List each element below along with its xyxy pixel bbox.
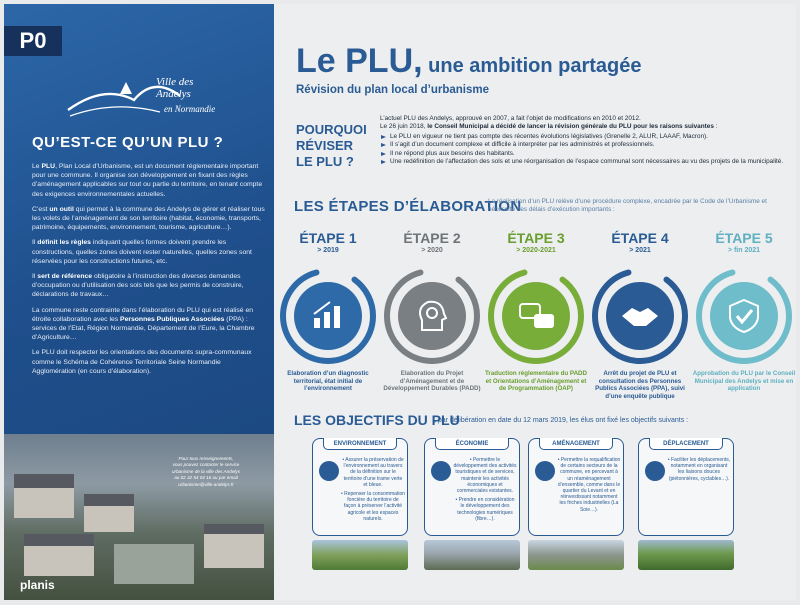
step-5-description: Approbation du PLU par le Conseil Municipal des Andelys et mise en application <box>692 370 796 393</box>
left-panel <box>4 4 274 600</box>
objectifs-heading: LES OBJECTIFS DU PLU <box>294 412 460 428</box>
objectif-photo-2 <box>424 540 520 570</box>
paragraph-outil: C’est un outil qui permet à la commune des Andelys de gérer et réaliser tous les volets de l’aménagement de son territoire (habitat, économie, transports, patrimoine, équipements, environnement, tourisme, agriculture…). <box>32 205 265 232</box>
step-date: > 2020 <box>421 247 443 254</box>
objectif-card-4 <box>638 438 734 536</box>
objectif-card-1 <box>312 438 408 536</box>
right-panel <box>274 4 796 600</box>
card-heading: ÉCONOMIE <box>435 438 509 450</box>
logo-line-2: Andelys <box>156 88 191 100</box>
step-2-ring <box>382 266 482 366</box>
step-3-description: Traduction réglementaire du PADD et Orientations d’Aménagement et de Programmation (OAP) <box>485 370 587 393</box>
step-date: > 2020-2021 <box>516 247 556 254</box>
step-5-ring <box>694 266 794 366</box>
reason-item: Il ne répond plus aux besoins des habitants. <box>380 150 788 158</box>
page-subtitle: Révision du plan local d’urbanisme <box>296 84 489 96</box>
etapes-description: La réalisation d’un PLU relève d’une procédure complexe, encadrée par le Code de l’Urbanisme et nécessite des délais d’exécution importants : <box>488 198 767 214</box>
objectif-photo-1 <box>312 540 408 570</box>
objectifs-subheading: , par délibération en date du 12 mars 2019, les élus ont fixé les objectifs suivants : <box>434 417 689 424</box>
card-heading: AMÉNAGEMENT <box>539 438 613 450</box>
paragraph-definition: Le PLU, Plan Local d’Urbanisme, est un document réglementaire important pour une commune. Il organise son développement en fixant des règles d’aménagement applicables sur tout ou partie du territoire, en tenant compte des exigences environnementales actuelles. <box>32 163 263 198</box>
paragraph-supra: Le PLU doit respecter les orientations des documents supra-communaux comme le Schéma de Cohérence Territoriale Seine Normandie Agglomération (en cours d’élaboration). <box>32 349 252 375</box>
step-date: > fin 2021 <box>727 247 761 254</box>
reasons-list <box>380 133 788 167</box>
objectif-photo-3 <box>528 540 624 570</box>
card-icon <box>319 461 339 481</box>
card-heading: DÉPLACEMENT <box>649 438 723 450</box>
step-1-header <box>278 230 378 254</box>
page-label: P0 <box>4 26 62 56</box>
page-title: Le PLU, une ambition partagée <box>296 42 642 80</box>
step-3-ring <box>486 266 586 366</box>
pourquoi-heading: POURQUOI RÉVISER LE PLU ? <box>296 122 367 169</box>
logo-line-1: Ville des <box>156 76 194 88</box>
step-2-description: Elaboration du Projet d’Aménagement et de Développement Durables (PADD) <box>383 370 481 393</box>
paragraph-ppa: La commune reste contrainte dans l’élaboration du PLU qui est réalisé en étroite collaboration avec les Personnes Publiques Associées (PPA) : services de l’Etat, Région Normandie, Département de l’Eure, la Chambre d’Agriculture… <box>32 306 255 342</box>
reason-item: Une redéfinition de l’affectation des sols et une réorganisation de l’espace communal sont nécessaires au vu des projets de la municipalité. <box>380 158 788 166</box>
city-logo-icon <box>64 66 244 126</box>
step-3-header <box>486 230 586 254</box>
card-text: • Assurer la préservation de l’environnement au travers de la définition sur le territoire d’une trame verte et bleue. • Repenser la consommation foncière du territoire de façon à préserver l’activité agricole et les espaces naturels. <box>341 457 406 522</box>
paragraph-regles: Il définit les règles indiquant quelles formes doivent prendre les constructions, quelles zones doivent rester naturelles, quelles zones sont réservées pour les constructions futures, etc. <box>32 239 252 265</box>
step-title: ÉTAPE 4 <box>611 230 669 246</box>
contact-info: Pour tous renseignements, vous pouvez contacter le service urbanisme de la ville des Andelys au 02 32 54 04 16 ou par email urbanisme@ville-andelys.fr <box>171 456 240 487</box>
logo-line-3: en Normandie <box>164 104 216 114</box>
left-body <box>32 162 266 382</box>
paragraph-reference: Il sert de référence obligatoire à l’instruction des diverses demandes d’occupation ou d’utilisation des sols tels que les permis de construire, déclarations de travaux… <box>32 273 244 299</box>
pourquoi-intro: L’actuel PLU des Andelys, approuvé en 2007, a fait l’objet de modifications en 2010 et 2012. Le 26 juin 2018, le Conseil Municipal a décidé de lancer la révision générale du PLU pour les raisons suivantes : Le PLU en vigueur ne tient pas compte des récentes évolutions législatives (Grenelle 2, ALUR, LAAAF, Macron). Il s’agit d’un document complexe et difficile à interpréter par les administrés et professionnels. Il ne répond plus aux besoins des habitants. Une redéfinition de l’affectation des sols et une réorganisation de l’espace communal sont nécessaires au vu des projets de la municipalité. <box>380 115 788 166</box>
objectif-card-3 <box>528 438 624 536</box>
etapes-heading: LES ÉTAPES D’ÉLABORATION <box>294 198 522 215</box>
card-text: • Faciliter les déplacements, notamment en organisant les liaisons douces (piétonnières, cyclables…). <box>667 457 731 482</box>
step-2-header <box>382 230 482 254</box>
card-text: • Permettre la requalification de certains secteurs de la commune, en percevant à un réaménagement d’ensemble, comme dans le quartier du Levant et en réinvestissant notamment les friches industrielles (La Soie…). <box>557 457 621 513</box>
card-text: • Permettre le développement des activités touristiques et de services, maintenir les activités économiques et commerciales existantes. • Prendre en considération le développement des technologies numériques (fibre…). <box>453 457 517 522</box>
step-5-header <box>694 230 794 254</box>
step-4-description: Arrêt du projet de PLU et consultation des Personnes Publics Associées (PPA), suivi d’une enquête publique <box>595 370 685 400</box>
left-title: QU’EST-CE QU’UN PLU ? <box>32 134 224 151</box>
step-title: ÉTAPE 1 <box>299 230 357 246</box>
step-4-header <box>590 230 690 254</box>
card-icon <box>431 461 451 481</box>
step-1-ring <box>278 266 378 366</box>
step-date: > 2019 <box>317 247 339 254</box>
step-4-ring <box>590 266 690 366</box>
reason-item: Il s’agit d’un document complexe et difficile à interpréter par les administrés et professionnels. <box>380 141 788 149</box>
step-title: ÉTAPE 5 <box>715 230 773 246</box>
step-1-description: Elaboration d’un diagnostic territorial, état initial de l’environnement <box>287 370 369 393</box>
card-heading: ENVIRONNEMENT <box>323 438 397 450</box>
card-icon <box>645 461 665 481</box>
step-date: > 2021 <box>629 247 651 254</box>
objectif-photo-4 <box>638 540 734 570</box>
objectif-card-2 <box>424 438 520 536</box>
brand-planis: planis <box>20 578 55 592</box>
step-title: ÉTAPE 2 <box>403 230 461 246</box>
step-title: ÉTAPE 3 <box>507 230 565 246</box>
card-icon <box>535 461 555 481</box>
reason-item: Le PLU en vigueur ne tient pas compte des récentes évolutions législatives (Grenelle 2, ALUR, LAAAF, Macron). <box>380 133 788 141</box>
